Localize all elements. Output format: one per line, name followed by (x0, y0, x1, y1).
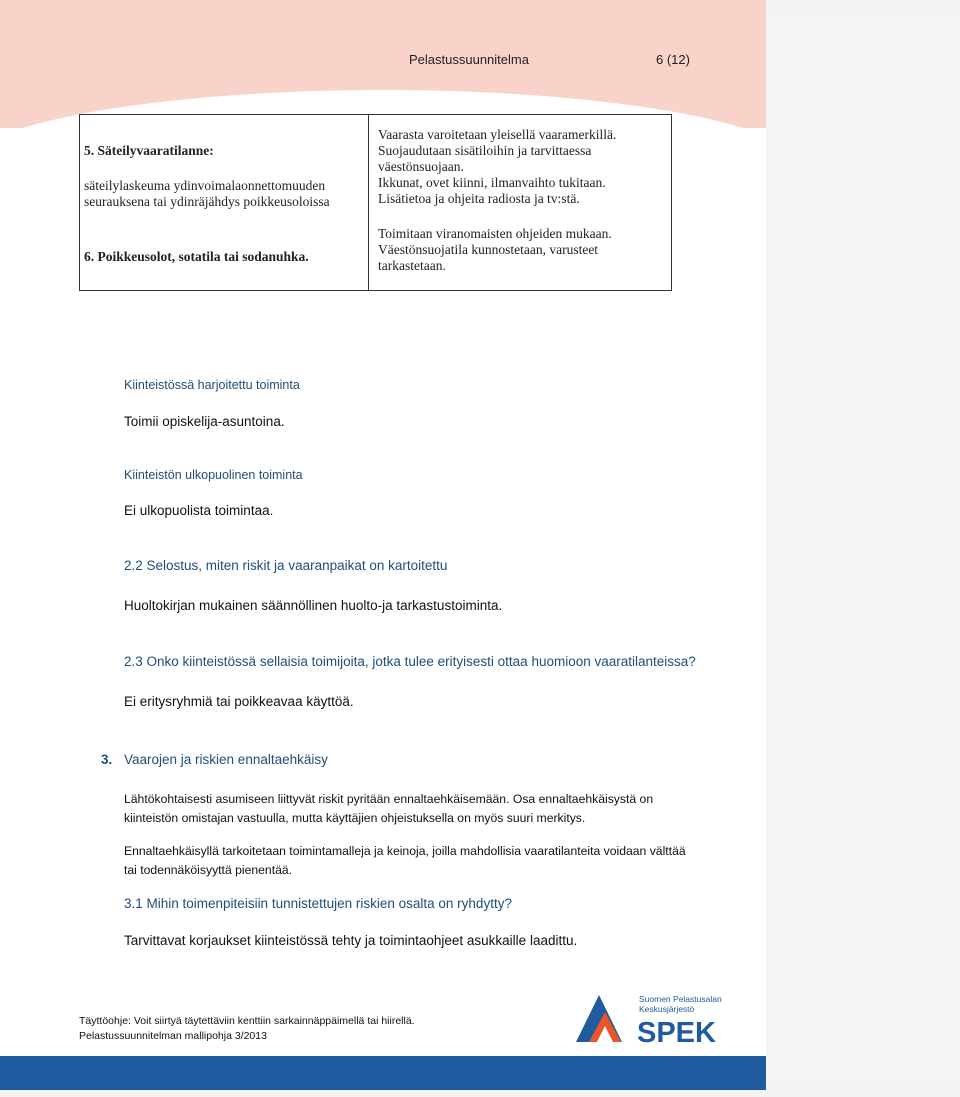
section-3-heading: Vaarojen ja riskien ennaltaehkäisy (124, 752, 328, 767)
logo-wordmark: SPEK (637, 1017, 716, 1049)
row5-action-2: Suojaudutaan sisätiloihin ja tarvittaessa (378, 143, 592, 158)
row6-title: 6. Poikkeusolot, sotatila tai sodanuhka. (84, 249, 309, 264)
section-2-3-text: Ei eritysryhmiä tai poikkeavaa käyttöä. (124, 694, 354, 709)
logo-org-line1: Suomen Pelastusalan (639, 994, 722, 1004)
header-band (0, 0, 766, 128)
row6-action-3: tarkastetaan. (378, 258, 446, 273)
outside-heading: Kiinteistön ulkopuolinen toiminta (124, 468, 303, 482)
row5-action-3: väestönsuojaan. (378, 159, 464, 174)
row5-action-5: Lisätietoa ja ohjeita radiosta ja tv:stä. (378, 191, 580, 206)
section-3-1-heading: 3.1 Mihin toimenpiteisiin tunnistettujen riskien osalta on ryhdytty? (124, 896, 512, 911)
section-2-2-heading: 2.2 Selostus, miten riskit ja vaaranpaikat on kartoitettu (124, 558, 448, 573)
row5-action-4: Ikkunat, ovet kiinni, ilmanvaihto tukitaan. (378, 175, 606, 190)
row5-desc-line1: säteilylaskeuma ydinvoimalaonnettomuuden (84, 178, 326, 193)
footer-blue-bar (0, 1056, 766, 1090)
header-title: Pelastussuunnitelma (409, 52, 529, 67)
section-2-3-heading: 2.3 Onko kiinteistössä sellaisia toimijoita, jotka tulee erityisesti ottaa huomioon vaaratilanteissa? (124, 654, 696, 669)
hazard-table (79, 114, 672, 291)
section-3-para2-line2: tai todennäköisyyttä pienentää. (124, 863, 293, 877)
exercise-heading: Kiinteistössä harjoitettu toiminta (124, 378, 300, 392)
actions-column (369, 115, 671, 290)
section-2-2-text: Huoltokirjan mukainen säännöllinen huolto-ja tarkastustoiminta. (124, 598, 503, 613)
section-3-1-text: Tarvittavat korjaukset kiinteistössä tehty ja toimintaohjeet asukkaille laadittu. (124, 933, 578, 948)
row5-desc-line2: seurauksena tai ydinräjähdys poikkeusoloissa (84, 194, 330, 209)
footer-line-1: Täyttöohje: Voit siirtyä täytettäviin kenttiin sarkainnäppäimellä tai hiirellä. (79, 1015, 415, 1027)
row6-action-1: Toimitaan viranomaisten ohjeiden mukaan. (378, 226, 612, 241)
header-page-number: 6 (12) (656, 52, 690, 67)
logo-org-line2: Keskusjärjestö (639, 1004, 695, 1014)
spek-logo (575, 990, 725, 1050)
row6-action-2: Väestönsuojatila kunnostetaan, varusteet (378, 242, 599, 257)
section-3-para1-line1: Lähtökohtaisesti asumiseen liittyvät riskit pyritään ennaltaehkäisemään. Osa ennaltaehkäisystä on (124, 792, 654, 806)
outside-text: Ei ulkopuolista toimintaa. (124, 503, 274, 518)
viewer-side-pane (766, 16, 960, 1082)
footer-line-2: Pelastussuunnitelman mallipohja 3/2013 (79, 1030, 267, 1042)
section-3-number: 3. (101, 752, 113, 767)
section-3-para1-line2: kiinteistön omistajan vastuulla, mutta käyttäjien ohjeistuksella on myös suuri merkitys. (124, 811, 586, 825)
exercise-text: Toimii opiskelija-asuntoina. (124, 414, 285, 429)
row5-title: 5. Säteilyvaaratilanne: (84, 143, 214, 158)
row5-action-1: Vaarasta varoitetaan yleisellä vaaramerkillä. (378, 127, 617, 142)
footer-text (79, 1014, 415, 1044)
hazard-column (80, 115, 369, 290)
section-3-para2-line1: Ennaltaehkäisyllä tarkoitetaan toimintamalleja ja keinoja, joilla mahdollisia vaaratilanteita voidaan välttää (124, 844, 686, 858)
